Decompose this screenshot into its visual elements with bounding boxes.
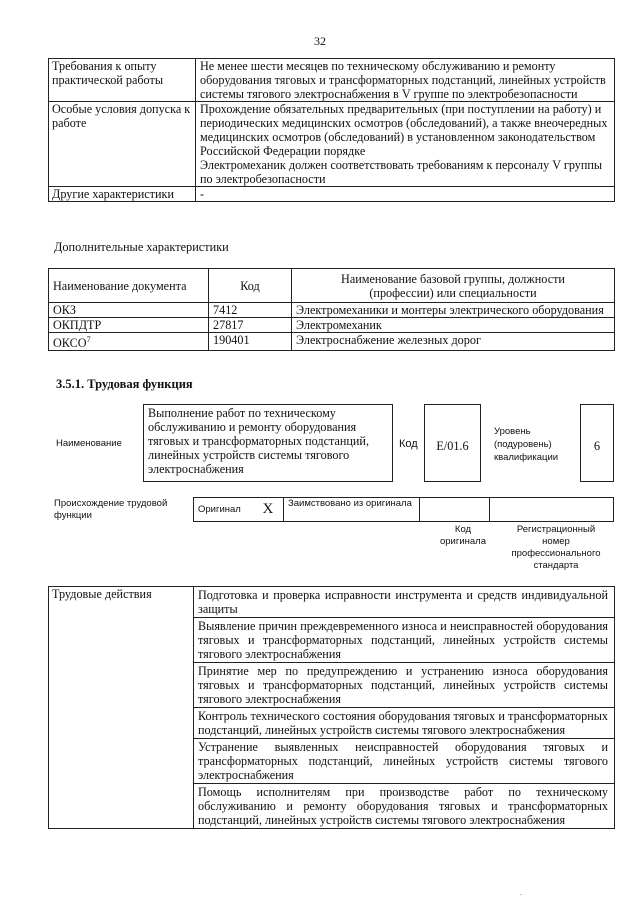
level-box: 6 [580,404,614,482]
requirement-value-line: Прохождение обязательных предварительных (при поступлении на работу) и периодических медицинских осмотров (обследований), а также внеочередных медицинских осмотров (обследований) в установленном законодательством Российской Федерации порядке [200,102,608,158]
origin-code-label [428,524,498,548]
original-label: Оригинал [194,498,259,522]
column-header: Наименование документа [49,269,209,303]
original-mark: X [259,498,284,522]
table-cell: Электроснабжение железных дорог [292,333,615,351]
table-cell: 7412 [209,303,292,318]
requirement-label: Особые условия допуска к работе [49,102,196,187]
labor-action-item: Помощь исполнителям при производстве работ по техническому обслуживанию и ремонту оборудования тяговых и трансформаторных подстанций, линейных устройств системы тягового электроснабжения [194,784,615,829]
reg-number-cell [490,498,614,522]
borrowed-label: Заимствовано из оригинала [284,498,420,522]
section-title: 3.5.1. Трудовая функция [56,377,193,391]
table-cell: ОКПДТР [49,318,209,333]
name-label: Наименование [56,438,122,449]
origin-label: Происхождение трудовой функции [54,498,168,521]
function-code-box: E/01.6 [424,404,481,482]
labor-action-item: Принятие мер по предупреждению и устранению износа оборудования тяговых и трансформаторных подстанций, линейных устройств системы тягового электроснабжения [194,663,615,708]
reg-number-label [498,524,614,572]
table-row [49,187,615,202]
requirements-table [48,58,615,202]
function-name-box: Выполнение работ по техническому обслуживанию и ремонту оборудования тяговых и трансформаторных подстанций, линейных устройств системы тягового электроснабжения [143,404,393,482]
table-cell: Электромеханики и монтеры электрического оборудования [292,303,615,318]
table-row [49,333,615,351]
table-cell: Электромеханик [292,318,615,333]
okso-text: ОКСО [53,336,87,351]
origin-code-text: Код оригинала [439,524,486,547]
origin-code-cell [420,498,490,522]
table-row [194,498,614,522]
labor-action-item: Устранение выявленных неисправностей оборудования тяговых и трансформаторных подстанций, линейных устройств системы тягового электроснабжения [194,739,615,784]
additional-table [48,268,615,351]
requirement-value: Не менее шести месяцев по техническому обслуживанию и ремонту оборудования тяговых и трансформаторных подстанций, линейных устройств системы тягового электроснабжения в V группе по электробезопасности [196,59,615,102]
table-row [49,587,615,618]
table-header-row [49,269,615,303]
footnote-marker: 7 [86,335,91,344]
labor-actions-table [48,586,615,829]
origin-table [193,497,614,522]
table-row [49,59,615,102]
reg-number-text: Регистрационный номер профессионального стандарта [511,524,601,571]
table-cell: 190401 [209,333,292,351]
level-label: Уровень (подуровень) квалификации [494,426,559,463]
table-row [49,102,615,187]
labor-action-item: Подготовка и проверка исправности инструмента и средств индивидуальной защиты [194,587,615,618]
requirement-label: Другие характеристики [49,187,196,202]
table-row [49,303,615,318]
code-label: Код [399,438,418,450]
page-number: 32 [314,34,326,48]
labor-actions-label: Трудовые действия [49,587,194,829]
column-header: Код [209,269,292,303]
footer-mark: . [520,888,522,897]
requirement-value-line: Электромеханик должен соответствовать требованиям к персоналу V группы по электробезопасности [200,158,603,186]
additional-heading: Дополнительные характеристики [54,240,229,254]
table-cell: 27817 [209,318,292,333]
requirement-label: Требования к опыту практической работы [49,59,196,102]
labor-action-item: Контроль технического состояния оборудования тяговых и трансформаторных подстанций, линейных устройств системы тягового электроснабжения [194,708,615,739]
labor-action-item: Выявление причин преждевременного износа и неисправностей оборудования тяговых и трансформаторных подстанций, линейных устройств системы тягового электроснабжения [194,618,615,663]
table-row [49,318,615,333]
requirement-value [196,102,615,187]
table-cell [49,333,209,351]
table-cell: ОКЗ [49,303,209,318]
column-header: Наименование базовой группы, должности (профессии) или специальности [292,269,615,303]
requirement-value: - [196,187,615,202]
